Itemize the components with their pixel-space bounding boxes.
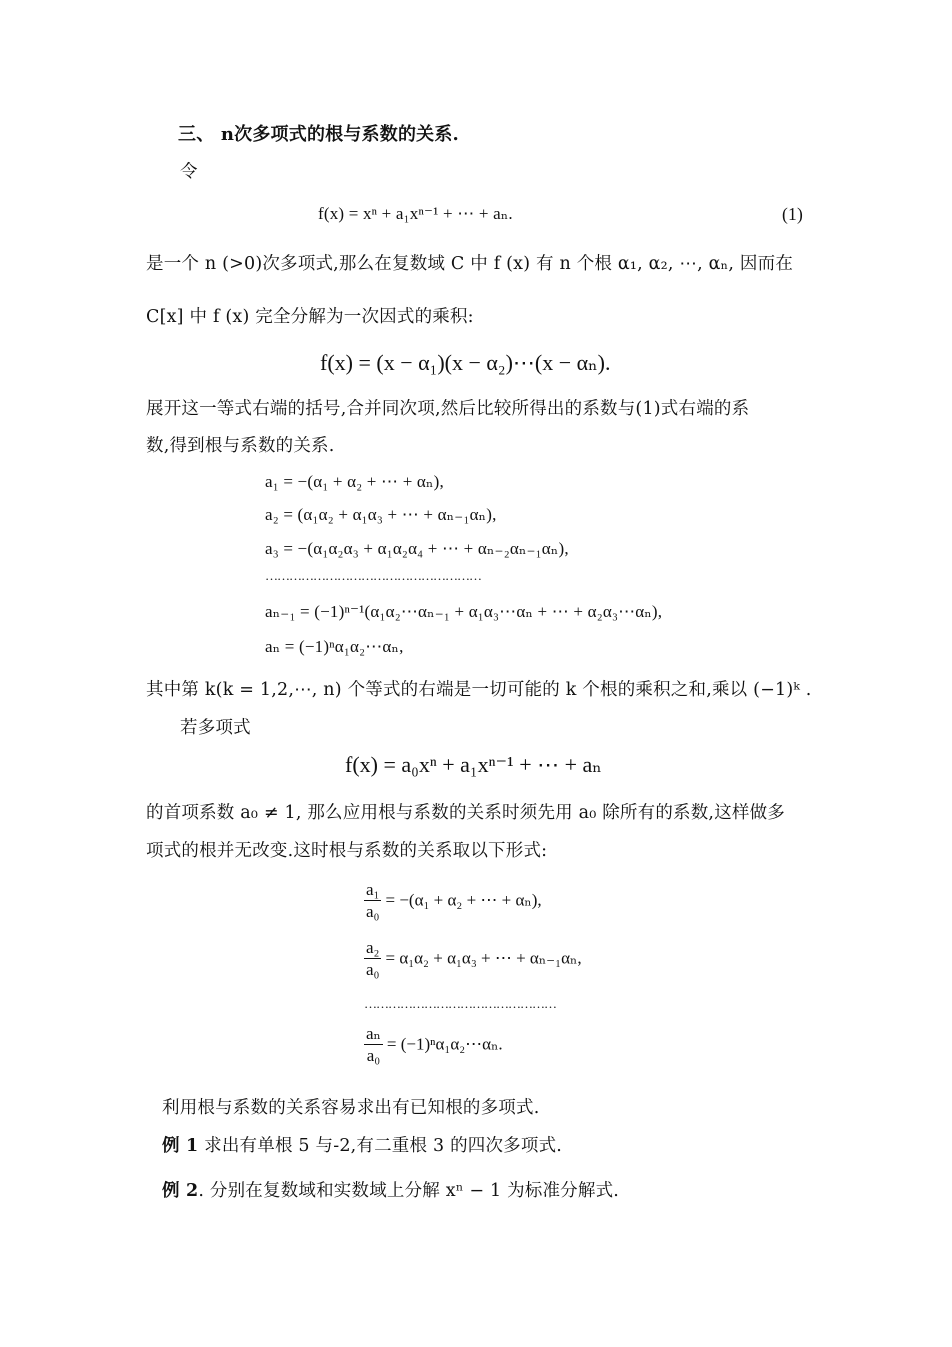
fraction [364, 1024, 383, 1067]
relation-ellipsis: ……………………………………………… [265, 568, 481, 583]
fraction-denominator: a₀ [366, 1046, 381, 1065]
fraction-ellipsis: ………………………………………… [364, 996, 556, 1011]
fraction-relation [364, 880, 542, 923]
equation-1: f(x) = xⁿ + a₁xⁿ⁻¹ + ⋯ + aₙ. [318, 204, 513, 223]
paragraph-2-line-2: 数,得到根与系数的关系. [146, 436, 335, 456]
equation-3: f(x) = a₀xⁿ + a₁xⁿ⁻¹ + ⋯ + aₙ [345, 752, 602, 777]
fraction-relation [364, 1024, 503, 1067]
fraction [364, 880, 381, 923]
fraction-relation [364, 938, 582, 981]
paragraph-5-line-1: 的首项系数 a₀ ≠ 1, 那么应用根与系数的关系时须先用 a₀ 除所有的系数,这样做多 [146, 803, 785, 823]
fraction-numerator: a₁ [366, 880, 380, 899]
relation-line: a₃ = −(α₁α₂α₃ + α₁α₂α₄ + ⋯ + αₙ₋₂αₙ₋₁αₙ), [265, 539, 569, 558]
relation-line: aₙ = (−1)ⁿα₁α₂⋯αₙ, [265, 637, 404, 656]
example-2-text: . 分别在复数域和实数域上分解 xⁿ − 1 为标准分解式. [198, 1181, 620, 1201]
paragraph-6: 利用根与系数的关系容易求出有已知根的多项式. [162, 1098, 540, 1118]
fraction-denominator: a₀ [366, 902, 380, 921]
example-2 [162, 1179, 619, 1203]
fraction [364, 938, 381, 981]
fraction-denominator: a₀ [366, 960, 380, 979]
example-2-label: 例 2 [162, 1181, 199, 1201]
paragraph-1-line-2: C[x] 中 f (x) 完全分解为一次因式的乘积: [146, 307, 474, 327]
fraction-numerator: a₂ [366, 938, 380, 957]
fraction-numerator: aₙ [366, 1024, 381, 1043]
paragraph-2-line-1: 展开这一等式右端的括号,合并同次项,然后比较所得出的系数与(1)式右端的系 [146, 399, 750, 419]
equation-2: f(x) = (x − α₁)(x − α₂)⋯(x − αₙ). [320, 350, 611, 375]
section-heading: 三、 n次多项式的根与系数的关系. [178, 124, 460, 145]
relation-line: a₁ = −(α₁ + α₂ + ⋯ + αₙ), [265, 472, 444, 491]
paragraph-4: 若多项式 [180, 718, 251, 738]
example-1-text: 求出有单根 5 与-2,有二重根 3 的四次多项式. [204, 1136, 563, 1156]
relation-line: a₂ = (α₁α₂ + α₁α₃ + ⋯ + αₙ₋₁αₙ), [265, 505, 497, 524]
paragraph-3: 其中第 k(k = 1,2,⋯, n) 个等式的右端是一切可能的 k 个根的乘积之和,乘以 (−1)ᵏ . [146, 680, 812, 700]
paragraph-1-line-1: 是一个 n (>0)次多项式,那么在复数域 C 中 f (x) 有 n 个根 α₁, α₂, ⋯, αₙ, 因而在 [146, 254, 794, 274]
intro-word: 令 [180, 162, 198, 182]
example-1 [162, 1134, 562, 1158]
equation-1-label: (1) [782, 204, 804, 224]
paragraph-5-line-2: 项式的根并无改变.这时根与系数的关系取以下形式: [146, 841, 548, 861]
fraction-relation-rhs: = (−1)ⁿα₁α₂⋯αₙ. [386, 1034, 503, 1054]
relation-line: aₙ₋₁ = (−1)ⁿ⁻¹(α₁α₂⋯αₙ₋₁ + α₁α₃⋯αₙ + ⋯ + α₂α₃⋯αₙ), [265, 602, 663, 621]
fraction-relation-rhs: = α₁α₂ + α₁α₃ + ⋯ + αₙ₋₁αₙ, [385, 948, 582, 968]
fraction-relation-rhs: = −(α₁ + α₂ + ⋯ + αₙ), [385, 890, 542, 910]
example-1-label: 例 1 [162, 1136, 199, 1156]
